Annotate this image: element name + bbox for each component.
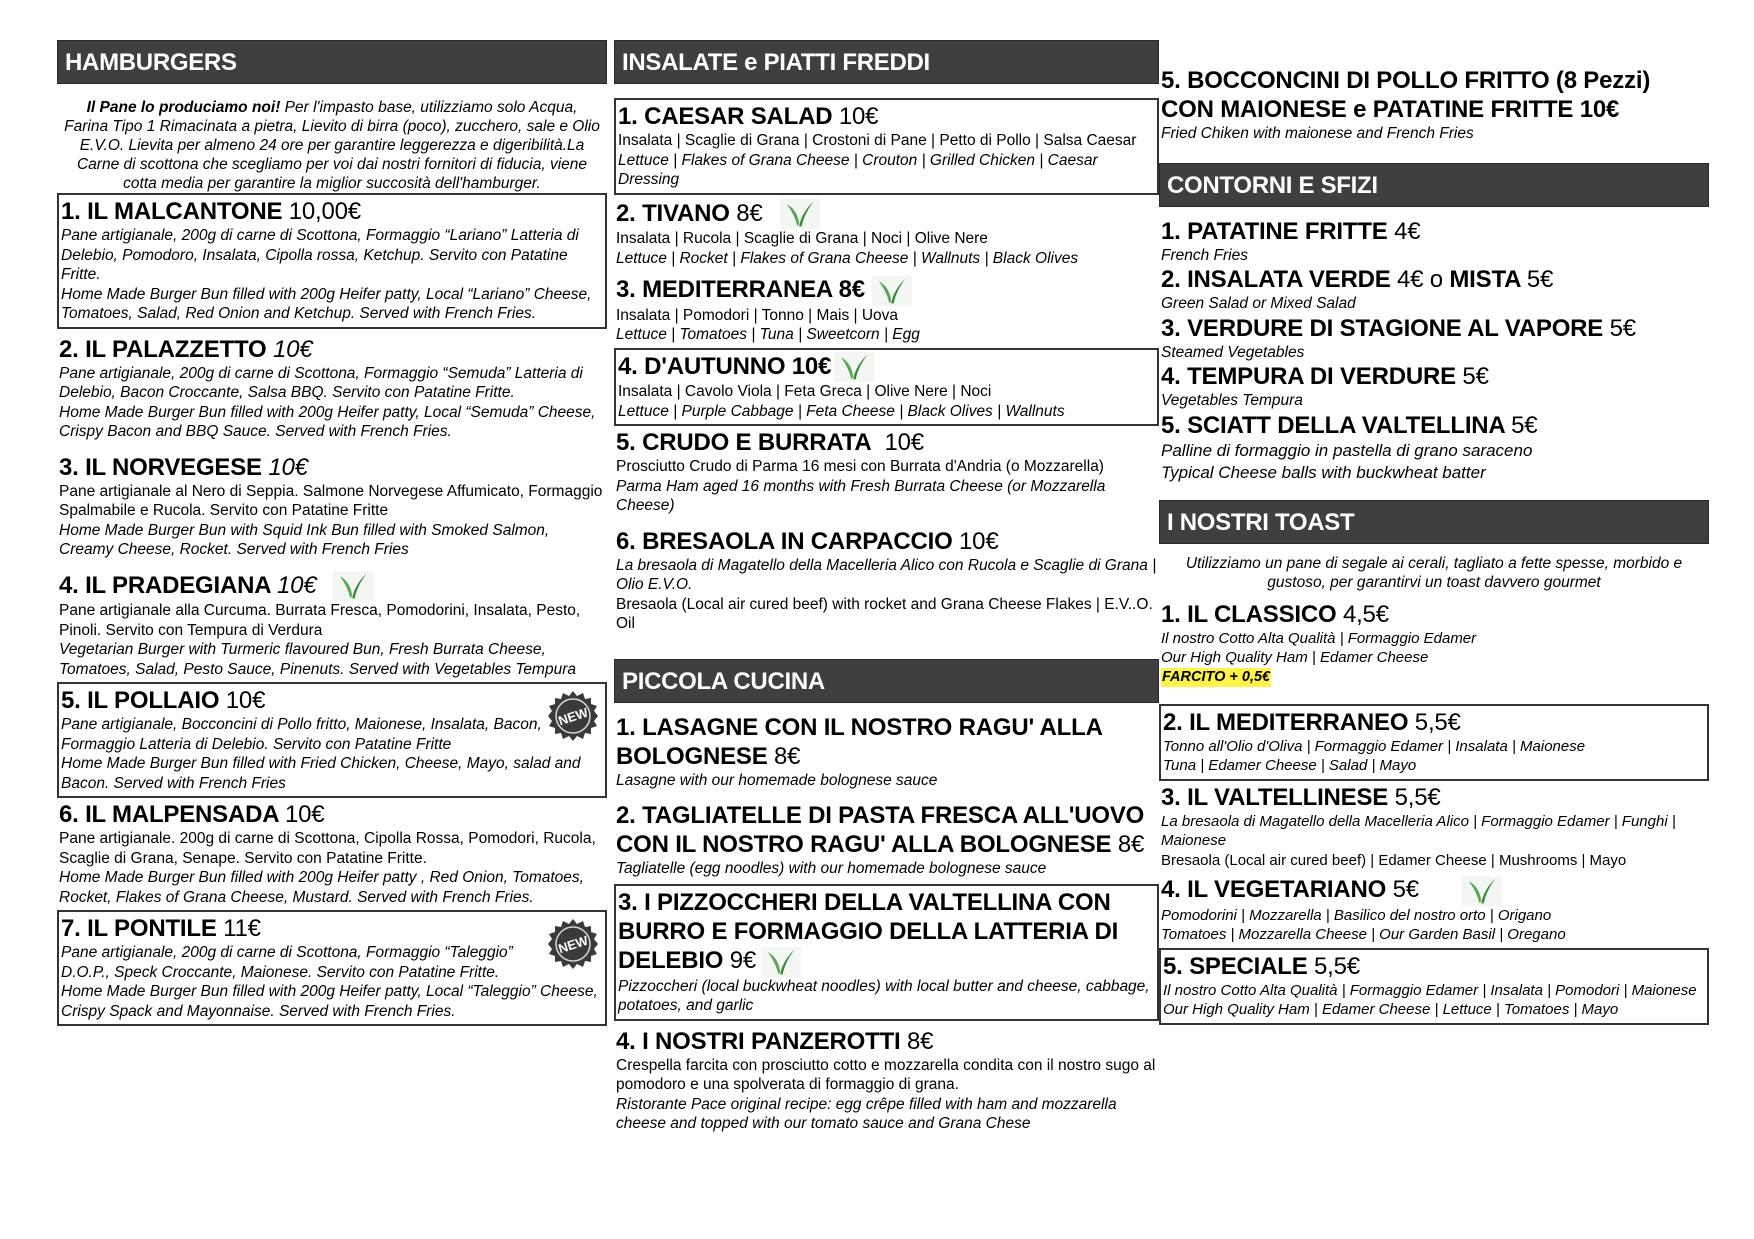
- item-description-en: French Fries: [1161, 246, 1248, 264]
- item-price: 10€: [884, 429, 924, 457]
- item-description-en: Lettuce | Flakes of Grana Cheese | Crouton | Grilled Chicken | Caesar Dressing: [618, 151, 1098, 188]
- menu-item-vegetariano: [1159, 873, 1709, 948]
- menu-item-norvegese: [57, 451, 607, 563]
- vegetarian-leaf-icon: [330, 571, 376, 601]
- item-price: 4,5€: [1342, 600, 1389, 628]
- item-description: Pane artigianale, 200g di carne di Scottona, Formaggio “Taleggio” D.O.P., Speck Croccante, Maionese. Servito con Patatine Fritte.: [61, 944, 513, 981]
- item-description-en: Home Made Burger Bun filled with Fried Chicken, Cheese, Mayo, salad and Bacon. Served with French Fries: [61, 755, 581, 792]
- item-price: 8€: [774, 742, 801, 770]
- item-name: 2. TAGLIATELLE DI PASTA FRESCA ALL'UOVO CON IL NOSTRO RAGU' ALLA BOLOGNESE: [616, 802, 1145, 859]
- item-description-en: Vegetables Tempura: [1161, 392, 1303, 409]
- vegetarian-leaf-icon: [758, 947, 804, 977]
- item-description-en: Lettuce | Rocket | Flakes of Grana Cheese | Wallnuts | Black Olives: [616, 249, 1079, 267]
- item-price: 8€: [838, 276, 865, 304]
- item-description: Insalata | Scaglie di Grana | Crostoni di Pane | Petto di Pollo | Salsa Caesar: [618, 132, 1137, 149]
- item-description: Pane artigianale, 200g di carne di Scottona, Formaggio “Semuda” Latteria di Delebio, Bacon Croccante, Salsa BBQ. Servito con Patatine Fritte.: [59, 364, 583, 401]
- item-description-en: Tomatoes | Mozzarella Cheese | Our Garden Basil | Oregano: [1161, 926, 1566, 944]
- menu-item-tempura: [1159, 362, 1709, 411]
- item-description-en: Steamed Vegetables: [1161, 343, 1305, 361]
- item-price: 10€: [225, 687, 266, 715]
- item-price: 5,5€: [1414, 708, 1461, 736]
- vegetarian-leaf-icon: [831, 352, 877, 382]
- item-description-en: Home Made Burger Bun filled with 200g Heifer patty, Local “Taleggio” Cheese, Crispy Spack and Mayonnaise. Served with French Fries.: [61, 983, 598, 1020]
- item-connector: o: [1429, 266, 1443, 293]
- item-description-en: Home Made Burger Bun filled with 200g Heifer patty , Red Onion, Tomatoes, Rocket, Flakes of Grana Cheese, Mustard. Served with French Fries.: [59, 869, 584, 906]
- menu-item-bresaola: [614, 525, 1159, 637]
- item-price: 5,5€: [1394, 783, 1441, 811]
- item-description: La bresaola di Magatello della Macelleria Alico con Rucola e Scaglie di Grana | Olio E.V.O.: [616, 556, 1157, 594]
- menu-item-lasagne: [614, 711, 1159, 794]
- item-description-en: Fried Chiken with maionese and French Fries: [1161, 125, 1474, 142]
- item-price: 8€: [1117, 831, 1145, 859]
- item-name: 2. INSALATA VERDE: [1161, 266, 1391, 293]
- item-name: 2. TIVANO: [616, 199, 730, 227]
- item-price: 10€: [276, 571, 317, 599]
- farcito-highlight: FARCITO + 0,5€: [1162, 668, 1271, 685]
- item-price: 5,5€: [1313, 952, 1360, 980]
- menu-item-pizzoccheri: [614, 884, 1159, 1021]
- item-description-en: Parma Ham aged 16 months with Fresh Burrata Cheese (or Mozzarella Cheese): [616, 477, 1106, 515]
- item-name: 1. IL CLASSICO: [1161, 600, 1337, 628]
- contorni-header: CONTORNI E SFIZI: [1159, 163, 1709, 207]
- item-price: 11€: [223, 915, 261, 943]
- item-description: Pomodorini | Mozzarella | Basilico del nostro orto | Origano: [1161, 906, 1552, 924]
- item-name: 1. LASAGNE CON IL NOSTRO RAGU' ALLA BOLOGNESE: [616, 713, 1102, 770]
- item-name: 4. TEMPURA DI VERDURE: [1161, 363, 1456, 390]
- item-price: 10€: [1579, 96, 1620, 123]
- menu-item-pontile: [57, 910, 607, 1026]
- menu-item-sciatt: [1159, 411, 1709, 484]
- item-description: Tonno all'Olio d'Oliva | Formaggio Edamer | Insalata | Maionese: [1163, 737, 1586, 755]
- menu-item-caesar: [614, 98, 1159, 195]
- new-badge-icon: [547, 918, 599, 970]
- menu-item-palazzetto: [57, 333, 607, 445]
- item-description-en: Pizzoccheri (local buckwheat noodles) with local butter and cheese, cabbage, potatoes, and garlic: [618, 977, 1150, 1015]
- item-description: La bresaola di Magatello della Macelleria Alico | Formaggio Edamer | Funghi | Maionese: [1161, 812, 1676, 849]
- vegetarian-leaf-icon: [869, 276, 915, 306]
- item-name: 5. SCIATT DELLA VALTELLINA: [1161, 411, 1505, 439]
- item-description-en: Home Made Burger Bun filled with 200g Heifer patty, Local “Lariano” Cheese, Tomatoes, Salad, Red Onion and Ketchup. Served with French Fries.: [61, 285, 592, 322]
- item-name: 6. BRESAOLA IN CARPACCIO: [616, 527, 953, 555]
- menu-item-tagliatelle: [614, 799, 1159, 882]
- new-badge-icon: [547, 690, 599, 742]
- item-description: Il nostro Cotto Alta Qualità | Formaggio Edamer | Insalata | Pomodori | Maionese: [1163, 981, 1697, 999]
- item-name: 6. IL MALPENSADA: [59, 801, 279, 829]
- menu-item-patatine: [1159, 217, 1709, 266]
- item-name: 1. IL MALCANTONE: [61, 198, 283, 225]
- item-description: Insalata | Rucola | Scaglie di Grana | Noci | Olive Nere: [616, 230, 988, 248]
- menu-item-malpensada: [57, 798, 607, 910]
- item-description: Pane artigianale, Bocconcini di Pollo fritto, Maionese, Insalata, Bacon, Formaggio Latteria di Delebio. Servito con Patatine Fritte: [61, 716, 542, 753]
- item-name: 5. CRUDO E BURRATA: [616, 429, 872, 457]
- item-price: 5€: [1609, 314, 1636, 342]
- menu-item-mediterranea: [614, 273, 1159, 348]
- item-name: 4. I NOSTRI PANZEROTTI: [616, 1027, 901, 1055]
- item-price: 5€: [1511, 411, 1538, 439]
- item-description-en: Bresaola (Local air cured beef) with rocket and Grana Cheese Flakes | E.V..O. Oil: [616, 595, 1153, 633]
- menu-item-valtellinese: [1159, 781, 1709, 874]
- menu-item-pradegiana: [57, 569, 607, 683]
- menu-item-insalata-verde: [1159, 265, 1709, 314]
- item-price: 5€: [1462, 363, 1489, 390]
- item-description: Palline di formaggio in pastella di grano saraceno: [1161, 440, 1533, 460]
- menu-item-dautunno: [614, 348, 1159, 427]
- menu-item-bocconcini: [1159, 66, 1709, 147]
- item-name: 7. IL PONTILE: [61, 915, 217, 943]
- item-price: 10€: [284, 801, 325, 829]
- item-name: 1. PATATINE FRITTE: [1161, 217, 1388, 245]
- item-description: Pane artigianale. 200g di carne di Scottona, Cipolla Rossa, Pomodori, Rucola, Scaglie di Grana, Senape. Servito con Patatine Fritte.: [59, 830, 596, 867]
- item-description: Pane artigianale, 200g di carne di Scottona, Formaggio “Lariano” Latteria di Delebio, Pomodoro, Insalata, Cipolla rossa, Ketchup. Servito con Patatine Fritte.: [61, 227, 579, 283]
- menu-item-verdure: [1159, 314, 1709, 363]
- menu-item-pollaio: [57, 682, 607, 798]
- vegetarian-leaf-icon: [1459, 876, 1505, 906]
- insalate-header: INSALATE e PIATTI FREDDI: [614, 40, 1159, 84]
- item-name: 3. IL NORVEGESE: [59, 453, 262, 481]
- item-name: 5. SPECIALE: [1163, 952, 1308, 980]
- item-name: 4. IL VEGETARIANO: [1161, 876, 1387, 903]
- item-description: Pane artigianale alla Curcuma. Burrata Fresca, Pomodorini, Insalata, Pesto, Pinoli. Servito con Tempura di Verdura: [59, 602, 581, 639]
- item-description-en: Home Made Burger Bun filled with 200g Heifer patty, Local “Semuda” Cheese, Crispy Bacon and BBQ Sauce. Served with French Fries.: [59, 403, 596, 440]
- menu-item-malcantone: [57, 193, 607, 329]
- item-name: 5. IL POLLAIO: [61, 687, 220, 715]
- menu-item-speciale: [1159, 948, 1709, 1025]
- hamburgers-header: HAMBURGERS: [57, 40, 607, 84]
- item-price: 10€: [838, 103, 879, 130]
- item-price: 10€: [272, 335, 313, 363]
- item-description-en: Tagliatelle (egg noodles) with our homemade bolognese sauce: [616, 860, 1047, 878]
- hamburgers-intro-text: Per l'impasto base, utilizziamo solo Acqua, Farina Tipo 1 Rimacinata a pietra, Lievito di birra (poco), zucchero, sale e Olio E.V.O. Lievita per almeno 24 ore per garantire leggerezza e digeribilità.La Carne di scottona che scegliamo per voi dai nostri fornitori di fiducia, viene cotta media per garantire la miglior succosità dell'hamburger.: [64, 99, 600, 192]
- item-price: 10€: [268, 453, 308, 481]
- vegetarian-leaf-icon: [777, 199, 823, 229]
- item-description-en: Green Salad or Mixed Salad: [1161, 295, 1356, 312]
- item-description: Il nostro Cotto Alta Qualità | Formaggio Edamer: [1161, 629, 1477, 647]
- item-price: 9€: [729, 946, 757, 974]
- item-price: 10€: [959, 527, 999, 555]
- item-price: 8€: [906, 1027, 934, 1055]
- item-description-en: Our High Quality Ham | Edamer Cheese: [1161, 649, 1429, 666]
- item-price: 4€: [1394, 217, 1421, 245]
- item-name: 3. I PIZZOCCHERI DELLA VALTELLINA CON BURRO E FORMAGGIO DELLA LATTERIA DI DELEBIO: [618, 888, 1119, 974]
- item-description-en: Lettuce | Purple Cabbage | Feta Cheese | Black Olives | Wallnuts: [618, 402, 1065, 420]
- item-price: 10,00€: [288, 198, 361, 225]
- menu-item-tivano: [614, 197, 1159, 272]
- item-description-en: Typical Cheese balls with buckwheat batter: [1161, 462, 1486, 482]
- item-description-en: Our High Quality Ham | Edamer Cheese | Lettuce | Tomatoes | Mayo: [1163, 1001, 1619, 1019]
- item-description: Prosciutto Crudo di Parma 16 mesi con Burrata d'Andria (o Mozzarella): [616, 458, 1104, 476]
- item-name-2: MISTA: [1449, 266, 1521, 293]
- item-name: 1. CAESAR SALAD: [618, 103, 833, 130]
- item-price: 4€: [1396, 266, 1424, 293]
- menu-item-mediterraneo: [1159, 704, 1709, 781]
- item-description-en: Lasagne with our homemade bolognese sauce: [616, 771, 938, 789]
- item-price: 8€: [736, 199, 763, 227]
- item-description-en: Vegetarian Burger with Turmeric flavoured Bun, Fresh Burrata Cheese, Tomatoes, Salad, Pesto Sauce, Pinenuts. Served with Vegetables Tempura: [59, 641, 576, 678]
- item-description-en: Tuna | Edamer Cheese | Salad | Mayo: [1163, 757, 1417, 774]
- item-name: 3. MEDITERRANEA: [616, 276, 833, 304]
- sides-toast-column: [1159, 66, 1709, 1025]
- item-description-en: Home Made Burger Bun with Squid Ink Bun filled with Smoked Salmon, Creamy Cheese, Rocket. Served with French Fries: [59, 521, 550, 558]
- item-description: Pane artigianale al Nero di Seppia. Salmone Norvegese Affumicato, Formaggio Spalmabile e Rucola. Servito con Patatine Fritte: [59, 482, 603, 519]
- item-description-en: Bresaola (Local air cured beef) | Edamer Cheese | Mushrooms | Mayo: [1161, 851, 1627, 869]
- item-name: 3. VERDURE DI STAGIONE AL VAPORE: [1161, 314, 1604, 342]
- item-price: 10€: [791, 352, 832, 380]
- item-description: Insalata | Pomodori | Tonno | Mais | Uova: [616, 306, 899, 324]
- menu-item-panzerotti: [614, 1025, 1159, 1137]
- hamburgers-column: [57, 40, 607, 1026]
- item-name: 5. BOCCONCINI DI POLLO FRITTO (8 Pezzi) CON MAIONESE e PATATINE FRITTE: [1161, 67, 1651, 123]
- hamburgers-intro: [57, 98, 607, 193]
- item-description: Crespella farcita con prosciutto cotto e mozzarella condita con il nostro sugo al pomodoro e una spolverata di formaggio di grana.: [616, 1056, 1156, 1094]
- item-price: 5€: [1392, 876, 1419, 903]
- item-name: 2. IL PALAZZETTO: [59, 335, 267, 363]
- item-name: 3. IL VALTELLINESE: [1161, 783, 1389, 811]
- piccola-cucina-header: PICCOLA CUCINA: [614, 659, 1159, 703]
- item-name: 2. IL MEDITERRANEO: [1163, 708, 1409, 736]
- item-description-en: Ristorante Pace original recipe: egg crêpe filled with ham and mozzarella cheese and topped with our tomato sauce and Grana Chese: [616, 1095, 1117, 1133]
- menu-item-classico: [1159, 598, 1709, 690]
- toast-header: I NOSTRI TOAST: [1159, 500, 1709, 544]
- item-name: 4. D'AUTUNNO: [618, 352, 786, 380]
- salads-column: [614, 40, 1159, 1137]
- item-description: Insalata | Cavolo Viola | Feta Greca | Olive Nere | Noci: [618, 383, 992, 401]
- item-description-en: Lettuce | Tomatoes | Tuna | Sweetcorn | Egg: [616, 326, 920, 344]
- menu-item-crudo-burrata: [614, 426, 1159, 519]
- item-price-2: 5€: [1526, 266, 1554, 293]
- item-name: 4. IL PRADEGIANA: [59, 571, 271, 599]
- hamburgers-intro-bold: Il Pane lo produciamo noi!: [86, 99, 281, 116]
- toast-intro: Utilizziamo un pane di segale ai cerali, tagliato a fette spesse, morbido e gustoso, per garantirvi un toast davvero gourmet: [1185, 554, 1683, 591]
